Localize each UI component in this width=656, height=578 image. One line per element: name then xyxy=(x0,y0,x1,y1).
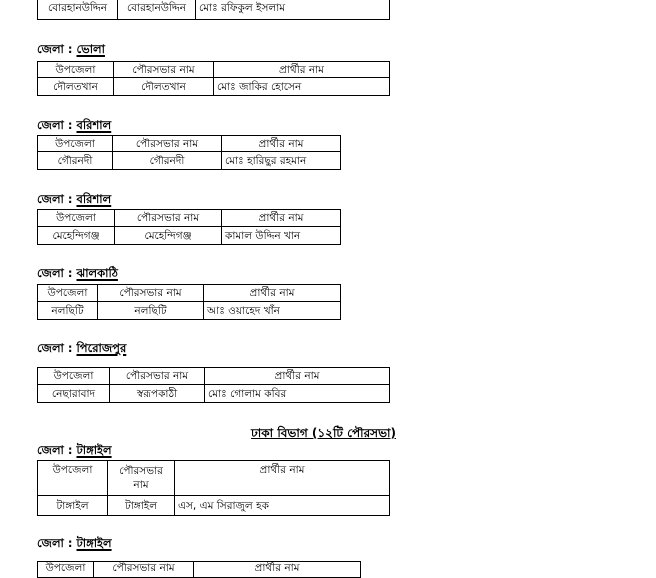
table-row xyxy=(38,496,390,516)
candidate-cell: এস, এম সিরাজুল হক xyxy=(175,496,390,516)
municipality-cell: বোরহানউদ্দিন xyxy=(118,0,196,20)
table-row xyxy=(38,227,341,245)
municipality-cell: নলছিটি xyxy=(98,302,204,320)
upazila-cell: নলছিটি xyxy=(38,302,98,320)
upazila-cell: টাঙ্গাইল xyxy=(38,496,108,516)
table-header-row xyxy=(38,210,341,227)
header-upazila: উপজেলা xyxy=(38,285,98,302)
municipality-cell: টাঙ্গাইল xyxy=(108,496,175,516)
header-upazila: উপজেলা xyxy=(38,562,94,578)
upazila-cell: গৌরনদী xyxy=(38,152,113,170)
upazila-cell: মেহেন্দিগঞ্জ xyxy=(38,227,115,245)
header-municipality: পৌরসভার নাম xyxy=(115,210,222,227)
header-municipality: পৌরসভার নাম xyxy=(98,285,204,302)
district-heading xyxy=(37,341,126,355)
header-candidate: প্রার্থীর নাম xyxy=(204,285,341,302)
municipality-cell: দৌলতখান xyxy=(114,78,214,96)
district-name: টাঙ্গাইল xyxy=(76,536,112,550)
district-label: জেলা : xyxy=(37,536,73,550)
candidate-table xyxy=(37,61,390,96)
header-municipality: পৌরসভার নাম xyxy=(94,562,194,578)
header-candidate: প্রার্থীর নাম xyxy=(222,136,341,152)
table-header-row xyxy=(38,136,341,152)
candidate-table xyxy=(37,284,341,320)
municipality-cell: মেহেন্দিগঞ্জ xyxy=(115,227,222,245)
table-row xyxy=(38,302,341,320)
header-upazila: উপজেলা xyxy=(38,62,114,78)
header-candidate: প্রার্থীর নাম xyxy=(194,562,361,578)
header-candidate: প্রার্থীর নাম xyxy=(175,461,390,496)
candidate-cell: মোঃ হারিছুর রহমান xyxy=(222,152,341,170)
header-municipality: পৌরসভার নাম xyxy=(114,62,214,78)
district-label: জেলা : xyxy=(37,341,73,355)
header-municipality: পৌরসভার নাম xyxy=(110,368,205,385)
header-upazila: উপজেলা xyxy=(38,461,108,496)
upazila-cell: দৌলতখান xyxy=(38,78,114,96)
district-name: ভোলা xyxy=(76,42,105,56)
header-municipality: পৌরসভার নাম xyxy=(113,136,222,152)
district-heading xyxy=(37,118,111,132)
upazila-cell: বোরহানউদ্দিন xyxy=(38,0,118,20)
header-municipality: পৌরসভার নাম xyxy=(108,461,175,496)
district-heading xyxy=(37,266,118,280)
district-label: জেলা : xyxy=(37,192,73,206)
upazila-cell: নেছারাবাদ xyxy=(38,385,110,403)
candidate-cell: আঃ ওয়াহেদ খাঁন xyxy=(204,302,341,320)
header-candidate: প্রার্থীর নাম xyxy=(205,368,390,385)
district-heading xyxy=(37,42,105,56)
top-partial-table xyxy=(37,0,390,20)
table-row xyxy=(38,78,390,96)
header-candidate: প্রার্থীর নাম xyxy=(214,62,390,78)
table-row xyxy=(38,0,390,20)
division-title: ঢাকা বিভাগ (১২টি পৌরসভা) xyxy=(251,426,397,440)
table-header-row xyxy=(38,285,341,302)
candidate-cell: মোঃ রফিকুল ইসলাম xyxy=(196,0,390,20)
candidate-table xyxy=(37,135,341,170)
candidate-cell: মোঃ জাকির হোসেন xyxy=(214,78,390,96)
district-label: জেলা : xyxy=(37,118,73,132)
district-name: বরিশাল xyxy=(76,192,112,206)
district-heading xyxy=(37,443,112,457)
district-heading xyxy=(37,536,112,550)
district-label: জেলা : xyxy=(37,42,73,56)
district-name: পিরোজপুর xyxy=(76,341,127,355)
header-upazila: উপজেলা xyxy=(38,368,110,385)
candidate-table xyxy=(37,209,341,245)
table-header-row xyxy=(38,368,390,385)
municipality-cell: স্বরূপকাঠী xyxy=(110,385,205,403)
candidate-cell: মোঃ গোলাম কবির xyxy=(205,385,390,403)
district-name: বরিশাল xyxy=(76,118,112,132)
candidate-table xyxy=(37,367,390,403)
header-candidate: প্রার্থীর নাম xyxy=(222,210,341,227)
candidate-cell: কামাল উদ্দিন খান xyxy=(222,227,341,245)
table-row xyxy=(38,152,341,170)
district-heading xyxy=(37,192,111,206)
table-header-row xyxy=(38,461,390,496)
header-upazila: উপজেলা xyxy=(38,210,115,227)
candidate-table xyxy=(37,460,390,516)
district-label: জেলা : xyxy=(37,266,73,280)
district-label: জেলা : xyxy=(37,443,73,457)
district-name: টাঙ্গাইল xyxy=(76,443,112,457)
header-upazila: উপজেলা xyxy=(38,136,113,152)
table-row xyxy=(38,385,390,403)
municipality-cell: গৌরনদী xyxy=(113,152,222,170)
district-name: ঝালকাঠি xyxy=(76,266,118,280)
table-header-row xyxy=(38,62,390,78)
